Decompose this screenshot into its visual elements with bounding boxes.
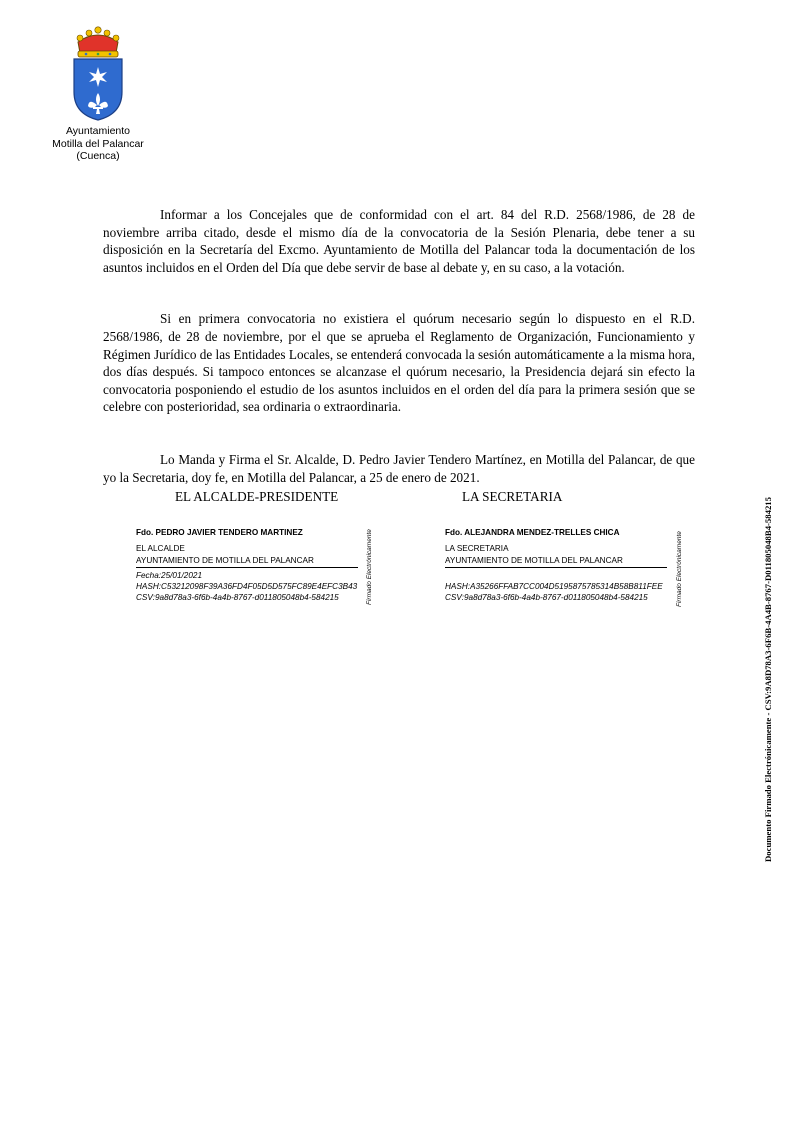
signer-name: Fdo. PEDRO JAVIER TENDERO MARTINEZ xyxy=(136,528,303,537)
role-title-secretary: LA SECRETARIA xyxy=(462,489,563,504)
role-title-mayor: EL ALCALDE-PRESIDENTE xyxy=(175,489,339,504)
signature-date: Fecha:25/01/2021 xyxy=(136,570,203,580)
council-line: Ayuntamiento xyxy=(65,125,130,137)
signature-block-mayor xyxy=(136,527,358,604)
council-name xyxy=(48,125,148,163)
letterhead xyxy=(48,26,148,163)
signature-csv: CSV:9a8d78a3-6f6b-4a4b-8767-d011805048b4-584215 xyxy=(136,593,339,603)
council-line: Motilla del Palancar xyxy=(52,137,144,150)
paragraph: Lo Manda y Firma el Sr. Alcalde, D. Pedro Javier Tendero Martínez, en Motilla del Palancar, de que yo la Secretaria, doy fe, en Motilla del Palancar, a 25 de enero de 2021. xyxy=(103,451,695,485)
signer-role: EL ALCALDE xyxy=(136,544,185,554)
document-csv-margin-note: Documento Firmado Electrónicamente - CSV:9A8D78A3-6F6B-4A4B-8767-D011805048B4-584215 xyxy=(763,497,773,862)
signature-csv: CSV:9a8d78a3-6f6b-4a4b-8767-d011805048b4-584215 xyxy=(445,593,648,603)
signature-hash: HASH:C53212098F39A36FD4F05D5D575FC89E4EFC3B43 xyxy=(136,582,358,592)
signature-block-secretary xyxy=(445,527,667,604)
paragraph: Si en primera convocatoria no existiera el quórum necesario según lo dispuesto en el R.D. 2568/1986, de 28 de noviembre, por el que se aprueba el Reglamento de Organización, Funcionamiento y Régimen Jurídico de las Entidades Locales, se entenderá convocada la sesión automáticamente a la misma hora, dos días después. Si tampoco entonces se alcanzase el quórum necesario, la Presidencia dejará sin efecto la convocatoria posponiendo el estudio de los asuntos incluidos en el orden del día para la primera sesión que se celebre con posterioridad, sea ordinaria o extraordinaria. xyxy=(103,311,695,415)
coat-of-arms-icon xyxy=(70,26,126,122)
electronic-signature-stamp: Firmado Electrónicamente xyxy=(366,529,373,605)
electronic-signature-stamp: Firmado Electrónicamente xyxy=(676,531,683,607)
signature-hash: HASH:A35266FFAB7CC004D5195875785314B58B811FEE xyxy=(445,582,663,592)
signer-entity: AYUNTAMIENTO DE MOTILLA DEL PALANCAR xyxy=(445,555,667,568)
signer-role: LA SECRETARIA xyxy=(445,544,509,554)
signer-name: Fdo. ALEJANDRA MENDEZ-TRELLES CHICA xyxy=(445,528,620,537)
signer-entity: AYUNTAMIENTO DE MOTILLA DEL PALANCAR xyxy=(136,555,358,568)
document-body xyxy=(103,206,695,486)
council-line: (Cuenca) xyxy=(76,150,120,162)
paragraph: Informar a los Concejales que de conformidad con el art. 84 del R.D. 2568/1986, de 28 de noviembre arriba citado, desde el mismo día de la convocatoria de la Sesión Plenaria, debe tener a su disposición en la Secretaría del Excmo. Ayuntamiento de Motilla del Palancar toda la documentación de los asuntos incluidos en el Orden del Día que debe servir de base al debate y, en su caso, a la votación. xyxy=(103,207,695,275)
